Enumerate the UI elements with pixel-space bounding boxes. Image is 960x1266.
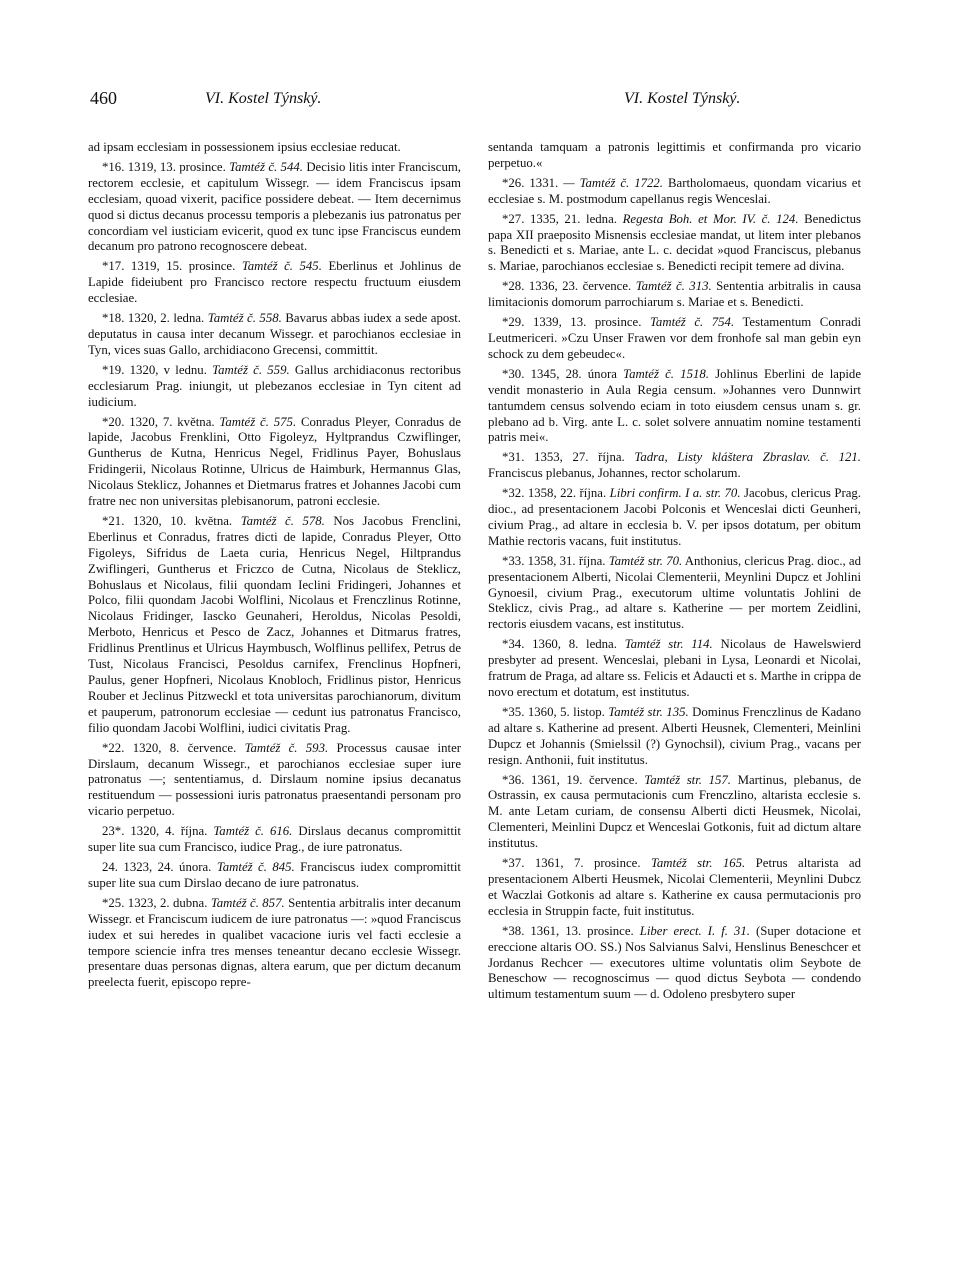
entry-text: Conradus Pleyer, Conradus de lapide, Jacobus Frenklini, Otto Figoleyz, Hyltprandus Czwiflinger, Guntherus de Kutna, Henricus Negel, Fridlinus Payer, Bohuslaus Fridingerii, Nicolaus Rotinne, Ulricus de Haimburk, Hermannus Glas, Nicolaus Steklicz, Johannes et Dietmarus fratres et Johannes Jacobi cum fratre nec non universitas plebisanorum, patroni ecclesie. — [88, 414, 461, 509]
entry-reference: Tamtéž č. 616. — [213, 824, 293, 839]
entry-date: 1360, 8. ledna. — [532, 637, 617, 652]
entry-date: 1361, 7. prosince. — [534, 856, 641, 871]
entry-text: Benedictus papa XII praeposito Misnensis ecclesiae mandat, ut litem inter plebanos s. Benedicti et s. Mariae, ante L. c. decidat »quod Franciscus, plebanus s. Mariae, parochianos ecclesiae s. Benedicti recipit temere ad divina. — [488, 211, 862, 274]
entry-date: 1361, 13. prosince. — [530, 923, 634, 938]
entry-text: Dominus Frenczlinus de Kadano ad altare s. Katherine ad present. Alberti Heusnek, Clementeri, Meinlini Dupcz et Johannis (Smielssil (?) Gynochsil), civium Prag., vacans per resign. Anthonii, fuit institutus. — [488, 704, 862, 767]
regest-entry — [88, 860, 461, 892]
entry-date: 1353, 27. října. — [534, 450, 625, 465]
entry-reference: Tamtéž č. 313. — [635, 279, 712, 294]
regest-entry — [88, 896, 461, 991]
regest-entry — [488, 279, 861, 311]
entry-reference: Tamtéž č. 1518. — [623, 366, 709, 381]
entry-date: 1345, 28. února — [530, 366, 617, 381]
entry-date: 1320, 10. května. — [132, 513, 233, 528]
entry-reference: Tamtéž č. 559. — [212, 362, 290, 377]
entry-date: 1320, v lednu. — [129, 362, 207, 377]
entry-date: 1320, 2. ledna. — [127, 311, 205, 326]
entry-text: Dirslaus decanus compromittit super lite sua cum Francisco, iudice Prag., de iure patronatus. — [88, 824, 461, 855]
entry-number: *35. — [502, 704, 525, 719]
entry-reference: Tamtéž č. 857. — [210, 895, 285, 910]
entry-text: Sententia arbitralis inter decanum Wissegr. et Franciscum iudicem de iure patronatus —: »quod Franciscus iudex et sui heredes in qualibet vacacione iuris vel facti ecclesie a tempore sciencie infra tres menses teneantur decano ecclesie Wissegr. presentare duas personas dignas, altera earum, que per dictum decanum preelecta fuerit, episcopo repre- — [88, 895, 461, 990]
regest-entry — [488, 367, 861, 447]
entry-number: *25. — [102, 895, 125, 910]
regest-entry — [88, 363, 461, 411]
regest-entry — [488, 176, 861, 208]
entry-text: Eberlinus et Johlinus de Lapide fideiubent pro Francisco rectore respectu fructuum eiusdem ecclesiae. — [88, 259, 461, 306]
entry-reference: Regesta Boh. et Mor. IV. č. 124. — [622, 211, 799, 226]
regest-entry — [88, 160, 461, 255]
entry-reference: Tamtéž str. 157. — [644, 772, 731, 787]
entry-text: Testamentum Conradi Leutmericeri. »Czu Unser Frawen vor dem fronhofe sal man gebin eyn schock zu dem gebeudec«. — [488, 315, 862, 361]
entry-text: Gallus archidiaconus rectoribus ecclesiarum Prag. iniungit, ut plebezanos ecclesiae in Tyn citent ad iudicium. — [88, 362, 462, 409]
entry-text: ad ipsam ecclesiam in possessionem ipsius ecclesiae reducat. — [88, 140, 401, 154]
entry-number: *18. — [102, 311, 125, 326]
regest-entry — [488, 773, 861, 853]
entry-number: *33. — [502, 553, 525, 568]
entry-reference: Tamtéž str. 165. — [650, 856, 746, 871]
entry-number: *21. — [102, 513, 125, 528]
running-header — [0, 88, 960, 114]
entry-reference: Tamtéž str. 135. — [608, 704, 689, 719]
entry-date: 1336, 23. července. — [528, 279, 632, 294]
entry-date: 1323, 24. února. — [123, 859, 212, 874]
entry-number: *29. — [502, 315, 525, 330]
entry-number: *20. — [102, 414, 125, 429]
entry-text: Martinus, plebanus, de Ostrassin, ex causa permutacionis cum Frenczlino, altarista ecclesie s. M. ante Letam curiam, de consensu Alberti dicti Heusmek, Nicolai, Clementeri, Meinlini Dupcz et Wenceslai Gotkonis, fuit ad dictum altare institutus. — [488, 772, 861, 851]
entry-text: Nos Jacobus Frenclini, Eberlinus et Conradus, fratres dicti de lapide, Conradus Pleyer, Otto Figoleys, Sifridus de Laeta curia, Henricus Negel, Hiltprandus Zwiflingeri, Guntherus et Friczco de Cutna, Nicolaus de Steklicz, Bohuslaus et Nicolaus, filii quondam Ieclini Fridingeri, Johannes et Polco, filii quondam Jacobi Wolflini, Nicolaus et Frenczlinus Rotinne, Nicolaus Fridinger, Iascko Geunaheri, Heroldus, Nicolas Pesoldi, Merboto, Henricus et Pesco de Zacz, Johannes et Ditmarus fratres, Fridlinus Prentlinus et Ulricus Haymbusch, Wolflinus pellifex, Petrus de Tust, Nicolaus Francisci, Pesoldus carnifex, Frenclinus Hopfneri, Paulus, gener Hopfneri, Nicolaus Knobloch, Fridlinus pistor, Henricus Rouber et Jeclinus Pitzweckl et tota universitas parochianorum, divitum et pauperum, patronorum ecclesiae — cedunt ius patronatus Francisco, filio quondam Jacobi Wolflini, iudici civitatis Prag. — [88, 513, 462, 735]
regest-entry — [488, 486, 861, 550]
regest-entry — [88, 415, 461, 510]
entry-date: 1339, 13. prosince. — [532, 315, 642, 330]
entry-date: 1358, 22. října. — [527, 486, 607, 501]
regest-entry — [488, 637, 861, 701]
entry-number: *16. — [102, 159, 125, 174]
entry-reference: Libri confirm. I a. str. 70. — [609, 486, 741, 501]
entry-date: 1361, 19. července. — [531, 772, 638, 787]
entry-reference: Tamtéž č. 544. — [229, 159, 303, 174]
entry-text: Decisio litis inter Franciscum, rectorem ecclesie, et capitulum Wissegr. — idem Franciscus ipsam ecclesiam, quoad vixerit, pacifice possidere debeat. — Item decernimus quod si dictus decanus processu temporis a plebezanis ius patronatus per concordiam vel iusticiam evicerit, quod ex tunc ipse Franciscus eundem decanum pro patrono recognoscere debeat. — [88, 159, 462, 254]
entry-reference: Tadra, Listy kláštera Zbraslav. č. 121. — [634, 450, 862, 465]
entry-number: *34. — [502, 637, 525, 652]
entry-text: Bartholomaeus, quondam vicarius et ecclesiae s. M. postmodum capellanus regis Wenceslai. — [488, 175, 862, 206]
entry-number: *22. — [102, 740, 125, 755]
entry-number: 23*. — [102, 824, 125, 839]
entry-reference: Tamtéž str. 70. — [608, 553, 683, 568]
entry-date: 1320, 8. července. — [132, 740, 237, 755]
entry-text: Anthonius, clericus Prag. dioc., ad presentacionem Alberti, Nicolai Clementerii, Meynlini Dupcz et Johlini Gynoesil, civium Prag., executorum ultime voluntatis Johlini de Steklicz, civis Prag., ad altare s. Katherine — per mortem Zeidlini, rectoris eiusdem vacans, est institutus. — [488, 553, 862, 632]
entry-number: *36. — [502, 772, 525, 787]
entry-reference: Tamtéž č. 845. — [216, 859, 295, 874]
entry-number: *28. — [502, 279, 525, 294]
entry-reference: Tamtéž č. 558. — [207, 311, 282, 326]
entry-text: Johlinus Eberlini de lapide vendit monasterio in Aula Regia censum. »Johannes vero Dunnwirt tantumdem census solvendo eciam in toto eiusdem census unam s. gr. plebano ad b. Virg. ante L. c. solet solvere annuatim nomine testamenti patris mei«. — [488, 366, 861, 445]
entry-reference: Tamtéž č. 593. — [244, 740, 329, 755]
regest-entry — [488, 705, 861, 769]
entry-reference: Tamtéž č. 545. — [241, 259, 322, 274]
entry-text: Petrus altarista ad presentacionem Alberti Heusmek, Nicolai Clementerii, Meynlini Dubcz et Waczlai Gotkonis ad altare s. Katherine ex causa permutacionis pro ecclesia in Struppin facte, fuit institutus. — [488, 856, 862, 918]
entry-text: (Super dotacione et ereccione altaris OO. SS.) Nos Salvianus Salvi, Henslinus Beneschcer et Jordanus Rechcer — executores ultime voluntatis olim Seybote de Beneschow — recognoscimus — quod dictus Seybota — condendo ultimum testamentum suum — d. Odoleno presbytero super — [488, 923, 862, 1002]
entry-reference: Tamtéž č. 578. — [240, 513, 325, 528]
regest-entry — [488, 315, 861, 363]
right-running-title: VI. Kostel Týnský. — [624, 90, 741, 107]
entry-date: 1335, 21. ledna. — [530, 211, 617, 226]
regest-entry — [488, 856, 861, 920]
right-text-column — [488, 140, 861, 1007]
entry-reference: — Tamtéž č. 1722. — [563, 175, 664, 190]
entry-date: 1320, 4. října. — [130, 824, 208, 839]
entry-number: *30. — [502, 366, 525, 381]
entry-number: 24. — [102, 859, 118, 874]
regest-entry — [88, 259, 461, 307]
entry-reference: Liber erect. I. f. 31. — [639, 923, 750, 938]
entry-text: Bavarus abbas iudex a sede apost. deputatus in causa inter decanum Wissegr. et parochianos ecclesiae in Tyn, vices suas Gallo, archidiacono Grecensi, committit. — [88, 311, 462, 357]
entry-number: *38. — [502, 923, 525, 938]
entry-text: sentanda tamquam a patronis legittimis et confirmanda pro vicario perpetuo.« — [488, 140, 861, 170]
entry-date: 1320, 7. května. — [129, 414, 215, 429]
entry-text: Nicolaus de Hawelswierd presbyter ad present. Wenceslai, plebani in Lysa, Leonardi et Nicolai, fratrum de Praga, ad altare ss. Felicis et Adaucti et s. Marthe in crippa de novo erectum et dotatum, est institutus. — [488, 637, 862, 699]
entry-date: 1323, 2. dubna. — [127, 895, 208, 910]
regest-entry — [88, 824, 461, 856]
regest-entry — [488, 140, 861, 172]
entry-date: 1358, 31. října. — [527, 553, 606, 568]
entry-number: *19. — [102, 362, 125, 377]
entry-number: *17. — [102, 259, 125, 274]
entry-date: 1360, 5. listop. — [527, 704, 605, 719]
entry-reference: Tamtéž č. 575. — [219, 414, 297, 429]
regest-entry — [488, 554, 861, 634]
page-number: 460 — [90, 88, 117, 108]
entry-date: 1319, 13. prosince. — [127, 159, 226, 174]
regest-entry — [488, 450, 861, 482]
entry-reference: Tamtéž str. 114. — [624, 637, 713, 652]
entry-date: 1319, 15. prosince. — [130, 259, 236, 274]
regest-entry — [488, 924, 861, 1004]
regest-entry — [88, 514, 461, 737]
entry-text: Franciscus plebanus, Johannes, rector scholarum. — [488, 466, 741, 481]
regest-entry — [488, 212, 861, 276]
entry-number: *32. — [502, 486, 525, 501]
regest-entry — [88, 140, 461, 156]
left-text-column — [88, 140, 461, 995]
entry-number: *27. — [502, 211, 525, 226]
entry-reference: Tamtéž č. 754. — [649, 315, 735, 330]
entry-text: Jacobus, clericus Prag. dioc., ad presentacionem Jacobi Polconis et Wenceslai dicti Geunheri, civium Prag., ad altare in ecclesia b. V. per ipsos dotatum, per obitum Mathie rectoris vacans, fuit institutus. — [488, 486, 861, 548]
entry-number: *37. — [502, 856, 525, 871]
regest-entry — [88, 311, 461, 359]
entry-text: Franciscus iudex compromittit super lite sua cum Dirslao decano de iure patronatus. — [88, 859, 461, 890]
entry-number: *26. — [502, 175, 525, 190]
entry-date: 1331. — [529, 175, 559, 190]
entry-text: Processus causae inter Dirslaum, decanum Wissegr., et parochianos ecclesiae super iure patronatus —; sententiamus, d. Dirslaum nomine ipsius decanatus restituendum — possessioni iuris patronatus praesentandi personam pro vicario perpetuo. — [88, 740, 462, 819]
regest-entry — [88, 741, 461, 821]
entry-number: *31. — [502, 450, 525, 465]
entry-text: Sententia arbitralis in causa limitacionis domorum parrochiarum s. Mariae et s. Benedicti. — [488, 279, 861, 310]
left-running-title: VI. Kostel Týnský. — [205, 90, 322, 107]
